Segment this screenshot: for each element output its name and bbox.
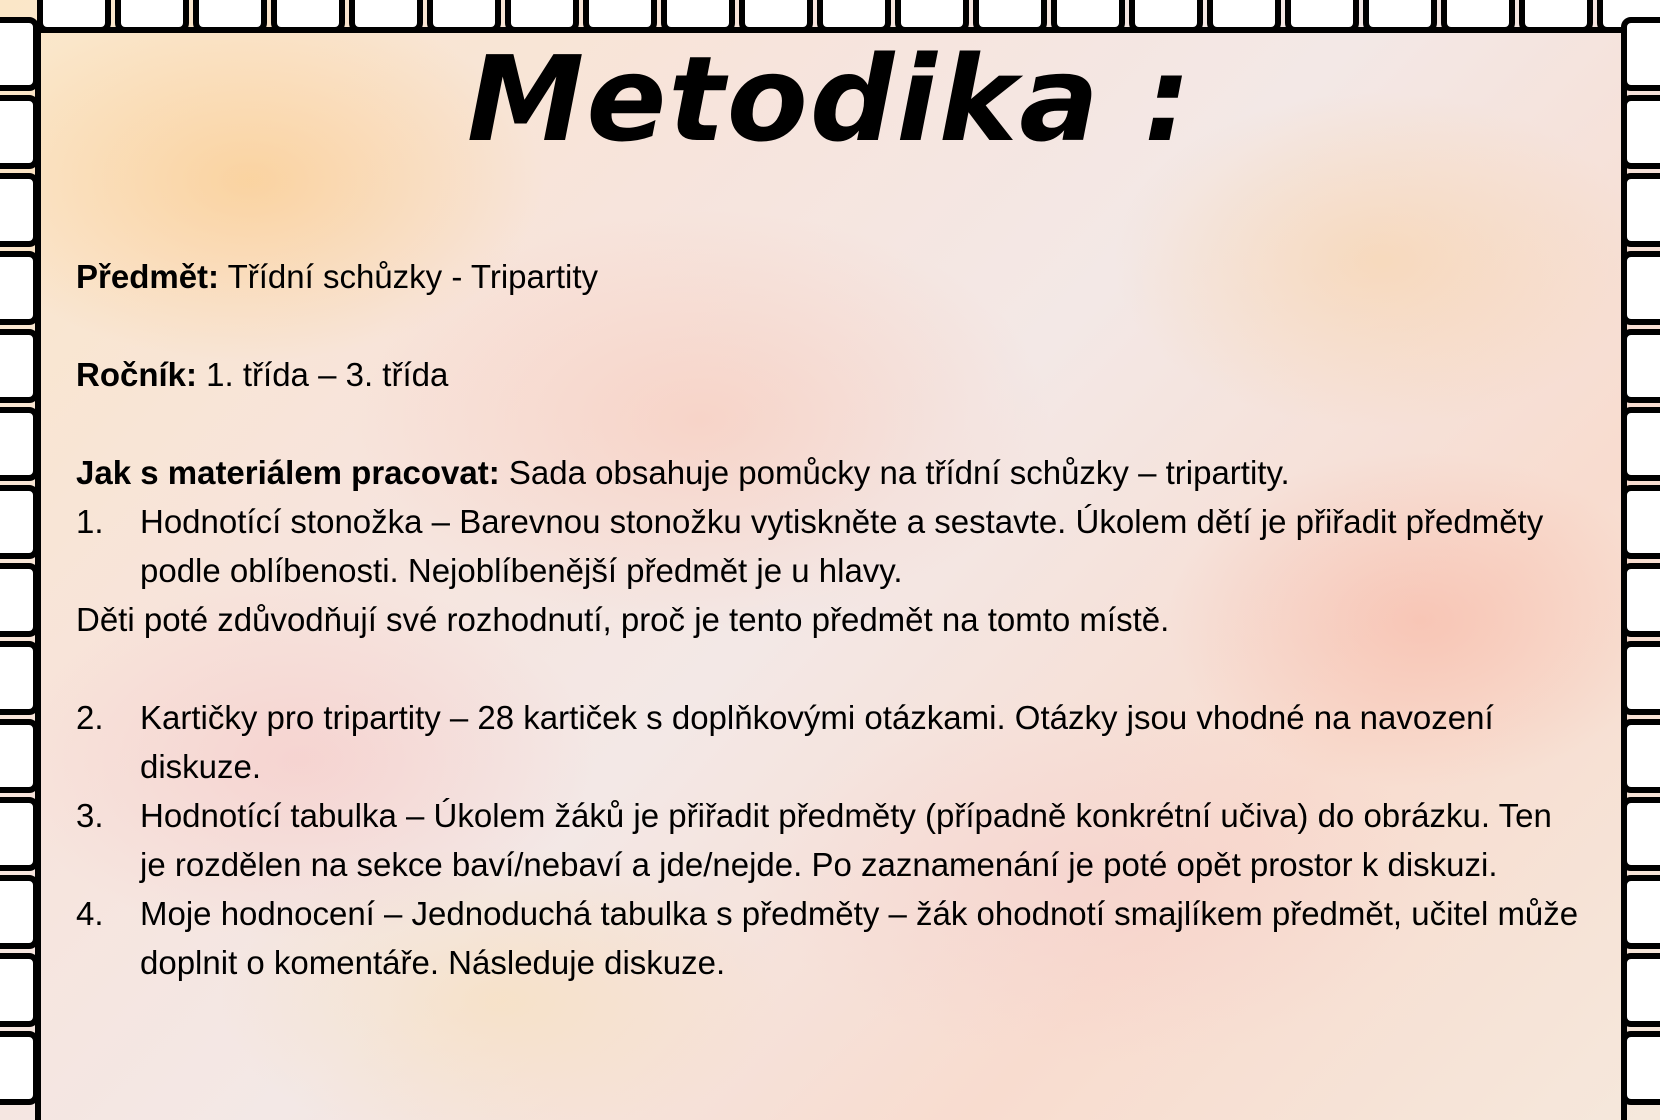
list-item-text: Hodnotící tabulka – Úkolem žáků je přiřadit předměty (případně konkrétní učiva) do obrázku. Ten je rozdělen na sekce baví/nebaví a jde/nejde. Po zaznamenání je poté opět prostor k diskuzi.	[140, 797, 1552, 883]
list-item	[76, 889, 1586, 987]
page-title: Metodika :	[466, 30, 1194, 168]
list-item	[76, 791, 1586, 889]
subject-line	[76, 252, 1586, 301]
grade-label: Ročník:	[76, 356, 198, 393]
item-1-note: Děti poté zdůvodňují své rozhodnutí, proč je tento předmět na tomto místě.	[76, 601, 1170, 638]
methodology-content	[76, 252, 1586, 987]
list-item-text: Hodnotící stonožka – Barevnou stonožku vytiskněte a sestavte. Úkolem dětí je přiřadit předměty podle oblíbenosti. Nejoblíbenější předmět je u hlavy.	[140, 503, 1544, 589]
list-item-number: 2.	[76, 699, 104, 736]
list-item-number: 4.	[76, 895, 104, 932]
list-item	[76, 497, 1586, 595]
list-item-number: 3.	[76, 797, 104, 834]
list-item	[76, 693, 1586, 791]
how-to-label: Jak s materiálem pracovat:	[76, 454, 500, 491]
list-item-text: Moje hodnocení – Jednoduchá tabulka s předměty – žák ohodnotí smajlíkem předmět, učitel může doplnit o komentáře. Následuje diskuze.	[140, 895, 1579, 981]
list-item-text: Kartičky pro tripartity – 28 kartiček s doplňkovými otázkami. Otázky jsou vhodné na navození diskuze.	[140, 699, 1494, 785]
subject-value: Třídní schůzky - Tripartity	[219, 258, 599, 295]
grade-value: 1. třída – 3. třída	[197, 356, 449, 393]
grade-line	[76, 350, 1586, 399]
how-to-value: Sada obsahuje pomůcky na třídní schůzky – tripartity.	[499, 454, 1290, 491]
how-to-line	[76, 448, 1586, 497]
subject-label: Předmět:	[76, 258, 220, 295]
list-item-number: 1.	[76, 503, 104, 540]
